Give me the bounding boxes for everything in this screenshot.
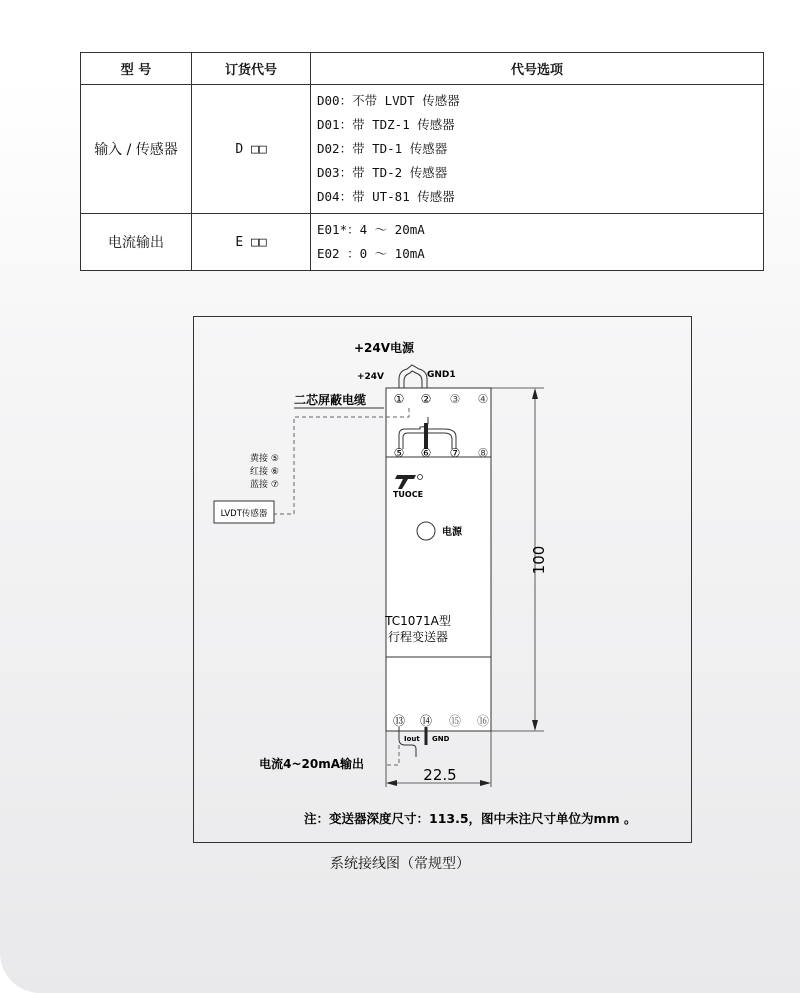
wiring-diagram bbox=[193, 316, 692, 843]
terminal-6: ⑥ bbox=[420, 446, 432, 460]
diagram-note: 注：变送器深度尺寸：113.5，图中未注尺寸单位为mm 。 bbox=[304, 811, 637, 826]
option-item: D04：带 UT-81 传感器 bbox=[317, 189, 455, 204]
wiring-diagram-svg bbox=[194, 317, 691, 842]
terminal-15: ⑮ bbox=[448, 714, 462, 728]
option-item: D01：带 TDZ-1 传感器 bbox=[317, 117, 455, 132]
output-label: 电流4~20mA输出 bbox=[259, 757, 364, 771]
option-item: E02 ：0 ～ 10mA bbox=[317, 246, 425, 261]
terminal-5: ⑤ bbox=[393, 446, 405, 460]
row-type: 输入 / 传感器 bbox=[81, 85, 192, 214]
option-item: E01*：4 ～ 20mA bbox=[317, 222, 425, 237]
gnd1-label: GND1 bbox=[427, 370, 456, 380]
table-row bbox=[81, 85, 764, 214]
wire-color-labels bbox=[250, 452, 279, 490]
row-options bbox=[311, 214, 764, 271]
width-dimension: 22.5 bbox=[423, 766, 457, 784]
terminal-14: ⑭ bbox=[419, 714, 433, 728]
cable-label: 二芯屏蔽电缆 bbox=[294, 393, 367, 407]
power-indicator-label: 电源 bbox=[442, 527, 462, 538]
row-code: E □□ bbox=[192, 214, 311, 271]
option-item: D03：带 TD-2 传感器 bbox=[317, 165, 448, 180]
row-code: D □□ bbox=[192, 85, 311, 214]
model-name: TC1071A型 bbox=[385, 614, 451, 628]
terminal-7: ⑦ bbox=[449, 446, 461, 460]
terminal-2: ② bbox=[420, 392, 432, 406]
height-dimension: 100 bbox=[530, 545, 548, 575]
header-order-code: 订货代号 bbox=[192, 53, 311, 85]
terminal-16: ⑯ bbox=[476, 714, 490, 728]
brand-text: TUOCE bbox=[392, 490, 424, 499]
power-label: +24V电源 bbox=[353, 341, 415, 355]
terminal-3: ③ bbox=[449, 392, 461, 406]
model-desc: 行程变送器 bbox=[387, 630, 449, 644]
power-indicator-icon bbox=[417, 522, 435, 540]
header-model: 型 号 bbox=[81, 53, 192, 85]
header-options: 代号选项 bbox=[311, 53, 764, 85]
row-type: 电流输出 bbox=[81, 214, 192, 271]
table-header-row bbox=[81, 53, 764, 85]
plus24-label: +24V bbox=[356, 372, 384, 382]
wire-label-yellow: 黄接 ⑤ bbox=[250, 454, 279, 464]
iout-label: Iout bbox=[404, 735, 420, 743]
terminal-8: ⑧ bbox=[477, 446, 489, 460]
lvdt-sensor-label: LVDT传感器 bbox=[220, 509, 268, 519]
order-code-table bbox=[80, 52, 764, 271]
terminal-13: ⑬ bbox=[392, 714, 406, 728]
wire-label-blue: 蓝接 ⑦ bbox=[250, 480, 279, 490]
table-row bbox=[81, 214, 764, 271]
device-body bbox=[386, 388, 491, 731]
option-item: D02：带 TD-1 传感器 bbox=[317, 141, 448, 156]
gnd-label: GND bbox=[432, 735, 450, 743]
terminal-1: ① bbox=[393, 392, 405, 406]
wire-label-red: 红接 ⑥ bbox=[250, 467, 279, 477]
option-item: D00：不带 LVDT 传感器 bbox=[317, 93, 460, 108]
row-options bbox=[311, 85, 764, 214]
terminal-4: ④ bbox=[477, 392, 489, 406]
figure-caption: 系统接线图（常规型） bbox=[330, 856, 470, 872]
